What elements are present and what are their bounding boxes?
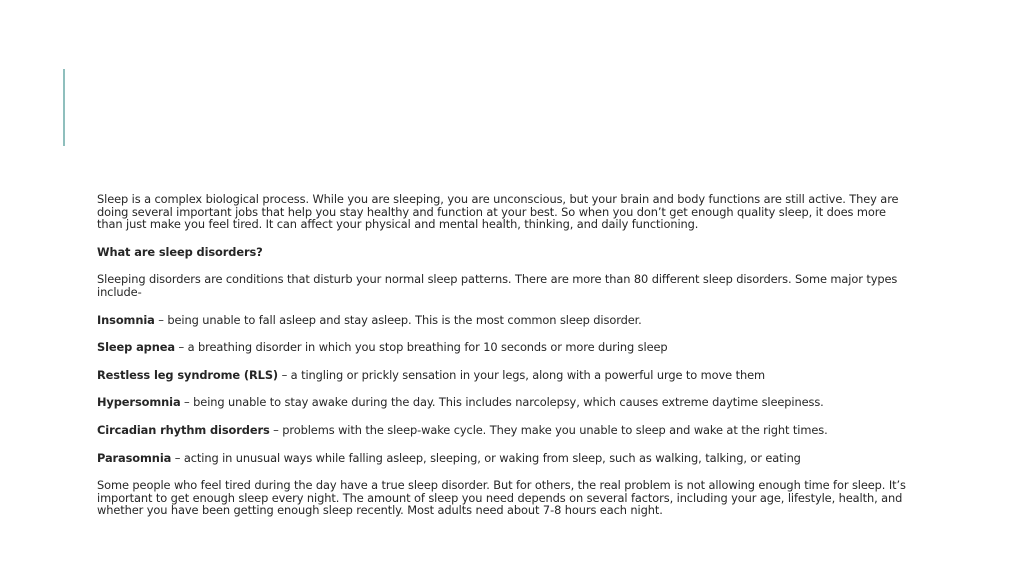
intro-paragraph: Sleep is a complex biological process. While you are sleeping, you are unconscious, but your brain and body functions are still active. They are doing several important jobs that help you stay healthy and function at your best. So when you don’t get enough quality sleep, it does more than just make you feel tired. It can affect your physical and mental health, thinking, and daily functioning.: [97, 192, 899, 232]
disorder-term: Circadian rhythm disorders: [97, 422, 270, 437]
slide-body: [97, 193, 907, 532]
accent-line: [63, 69, 65, 146]
disorder-description: – being unable to fall asleep and stay asleep. This is the most common sleep disorder.: [154, 312, 642, 327]
disorder-description: – being unable to stay awake during the day. This includes narcolepsy, which causes extreme daytime sleepiness.: [180, 395, 824, 410]
disorder-description: – problems with the sleep-wake cycle. They make you unable to sleep and wake at the right times.: [269, 422, 828, 437]
disorder-description: – a breathing disorder in which you stop breathing for 10 seconds or more during sleep: [174, 340, 668, 355]
disorder-item-hypersomnia: [97, 396, 907, 409]
disorder-term: Sleep apnea: [97, 340, 175, 355]
disorder-term: Parasomnia: [97, 450, 172, 465]
disorder-item-parasomnia: [97, 452, 907, 465]
disorder-description: – a tingling or prickly sensation in your legs, along with a powerful urge to move them: [278, 367, 765, 382]
disorder-item-circadian: [97, 424, 907, 437]
overview-paragraph: Sleeping disorders are conditions that disturb your normal sleep patterns. There are more than 80 different sleep disorders. Some major types include-: [97, 272, 898, 299]
disorder-item-rls: [97, 369, 907, 382]
disorder-item-insomnia: [97, 314, 907, 327]
disorder-item-sleep-apnea: [97, 341, 907, 354]
disorder-term: Hypersomnia: [97, 395, 181, 410]
disorder-description: – acting in unusual ways while falling asleep, sleeping, or waking from sleep, such as walking, talking, or eating: [171, 450, 801, 465]
disorder-term: Restless leg syndrome (RLS): [97, 367, 279, 382]
disorder-term: Insomnia: [97, 312, 155, 327]
closing-paragraph: Some people who feel tired during the day have a true sleep disorder. But for others, the real problem is not allowing enough time for sleep. It’s important to get enough sleep every night. The amount of sleep you need depends on several factors, including your age, lifestyle, health, and whether you have been getting enough sleep recently. Most adults need about 7-8 hours each night.: [97, 478, 906, 518]
section-heading: What are sleep disorders?: [97, 244, 263, 259]
